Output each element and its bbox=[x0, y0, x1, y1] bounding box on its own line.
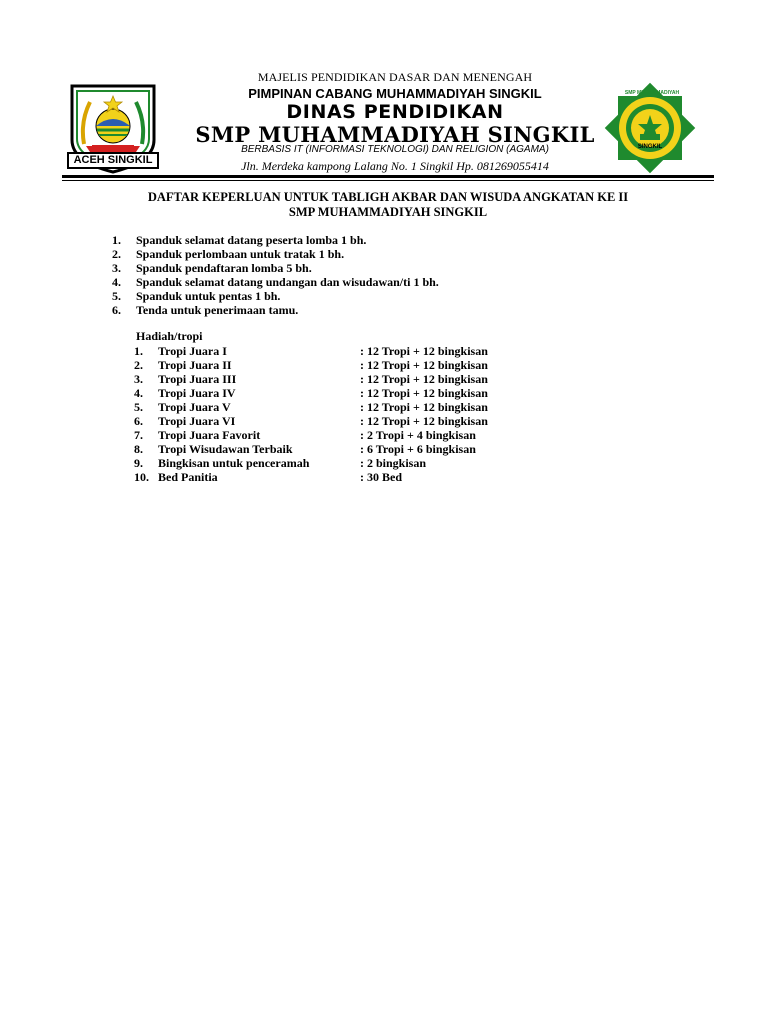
list-item-number: 3. bbox=[112, 261, 121, 275]
table-row bbox=[134, 442, 488, 456]
header-line-dinas: DINAS PENDIDIKAN bbox=[286, 101, 504, 123]
muhammadiyah-ring-text: SMP MUHAMMADIYAH bbox=[624, 90, 680, 96]
list-item-text: Spanduk pendaftaran lomba 5 bh. bbox=[136, 261, 312, 275]
prize-name: Tropi Juara VI bbox=[158, 414, 236, 428]
table-row bbox=[134, 386, 488, 400]
prize-value: : 2 Tropi + 4 bingkisan bbox=[360, 428, 476, 442]
list-item bbox=[112, 275, 439, 289]
list-item-text: Spanduk untuk pentas 1 bh. bbox=[136, 289, 281, 303]
table-row bbox=[134, 400, 488, 414]
list-item bbox=[112, 289, 439, 303]
prizes-table bbox=[134, 344, 488, 484]
needs-list bbox=[112, 233, 439, 317]
list-item-text: Spanduk selamat datang undangan dan wisudawan/ti 1 bh. bbox=[136, 275, 439, 289]
prize-number: 3. bbox=[134, 372, 143, 386]
list-item-number: 4. bbox=[112, 275, 121, 289]
prize-value: : 2 bingkisan bbox=[360, 456, 427, 470]
prize-name: Tropi Juara I bbox=[158, 344, 227, 358]
header-address: Jln. Merdeka kampong Lalang No. 1 Singkil Hp. 081269055414 bbox=[241, 159, 549, 173]
prize-name: Tropi Juara IV bbox=[158, 386, 236, 400]
prize-number: 4. bbox=[134, 386, 143, 400]
prize-number: 8. bbox=[134, 442, 143, 456]
document-subtitle: SMP MUHAMMADIYAH SINGKIL bbox=[288, 205, 488, 219]
prize-value: : 12 Tropi + 12 bingkisan bbox=[360, 386, 488, 400]
prize-name: Bingkisan untuk penceramah bbox=[158, 456, 310, 470]
header-line-pimpinan: PIMPINAN CABANG MUHAMMADIYAH SINGKIL bbox=[248, 86, 542, 101]
prize-number: 5. bbox=[134, 400, 143, 414]
document-title: DAFTAR KEPERLUAN UNTUK TABLIGH AKBAR DAN WISUDA ANGKATAN KE II bbox=[147, 190, 629, 204]
table-row bbox=[134, 344, 488, 358]
prize-number: 9. bbox=[134, 456, 143, 470]
list-item-number: 5. bbox=[112, 289, 121, 303]
header-divider-thick bbox=[62, 175, 714, 178]
aceh-singkil-logo-icon bbox=[66, 82, 160, 174]
list-item-number: 6. bbox=[112, 303, 121, 317]
table-row bbox=[134, 428, 488, 442]
prize-number: 2. bbox=[134, 358, 143, 372]
prize-number: 7. bbox=[134, 428, 143, 442]
prize-name: Tropi Juara V bbox=[158, 400, 231, 414]
header-school-name: SMP MUHAMMADIYAH SINGKIL bbox=[195, 122, 595, 147]
table-row bbox=[134, 470, 488, 484]
header-line-majelis: MAJELIS PENDIDIKAN DASAR DAN MENENGAH bbox=[257, 70, 533, 84]
prize-value: : 12 Tropi + 12 bingkisan bbox=[360, 400, 488, 414]
prizes-heading: Hadiah/tropi bbox=[136, 329, 203, 343]
muhammadiyah-logo-icon bbox=[588, 82, 712, 174]
list-item-text: Spanduk perlombaan untuk tratak 1 bh. bbox=[136, 247, 345, 261]
prize-name: Tropi Juara II bbox=[158, 358, 232, 372]
header-tagline: BERBASIS IT (INFORMASI TEKNOLOGI) DAN RELIGION (AGAMA) bbox=[241, 144, 549, 155]
list-item bbox=[112, 261, 439, 275]
table-row bbox=[134, 414, 488, 428]
aceh-singkil-logo-label: ACEH SINGKIL bbox=[67, 152, 159, 169]
table-row bbox=[134, 456, 488, 470]
list-item bbox=[112, 233, 439, 247]
list-item bbox=[112, 303, 439, 317]
prize-number: 6. bbox=[134, 414, 143, 428]
prize-name: Tropi Juara Favorit bbox=[158, 428, 261, 442]
prize-number: 1. bbox=[134, 344, 143, 358]
table-row bbox=[134, 372, 488, 386]
list-item-text: Spanduk selamat datang peserta lomba 1 bh. bbox=[136, 233, 367, 247]
prize-value: : 12 Tropi + 12 bingkisan bbox=[360, 344, 488, 358]
list-item-number: 2. bbox=[112, 247, 121, 261]
prize-name: Tropi Wisudawan Terbaik bbox=[158, 442, 293, 456]
prize-number: 10. bbox=[134, 470, 149, 484]
prize-value: : 12 Tropi + 12 bingkisan bbox=[360, 372, 488, 386]
prize-value: : 12 Tropi + 12 bingkisan bbox=[360, 358, 488, 372]
list-item-number: 1. bbox=[112, 233, 121, 247]
list-item bbox=[112, 247, 439, 261]
prize-value: : 6 Tropi + 6 bingkisan bbox=[360, 442, 476, 456]
muhammadiyah-logo-label: SINGKIL bbox=[637, 144, 663, 150]
list-item-text: Tenda untuk penerimaan tamu. bbox=[136, 303, 299, 317]
table-row bbox=[134, 358, 488, 372]
prize-name: Bed Panitia bbox=[158, 470, 218, 484]
prize-name: Tropi Juara III bbox=[158, 372, 237, 386]
header-divider-thin bbox=[62, 180, 714, 181]
prize-value: : 30 Bed bbox=[360, 470, 402, 484]
prize-value: : 12 Tropi + 12 bingkisan bbox=[360, 414, 488, 428]
